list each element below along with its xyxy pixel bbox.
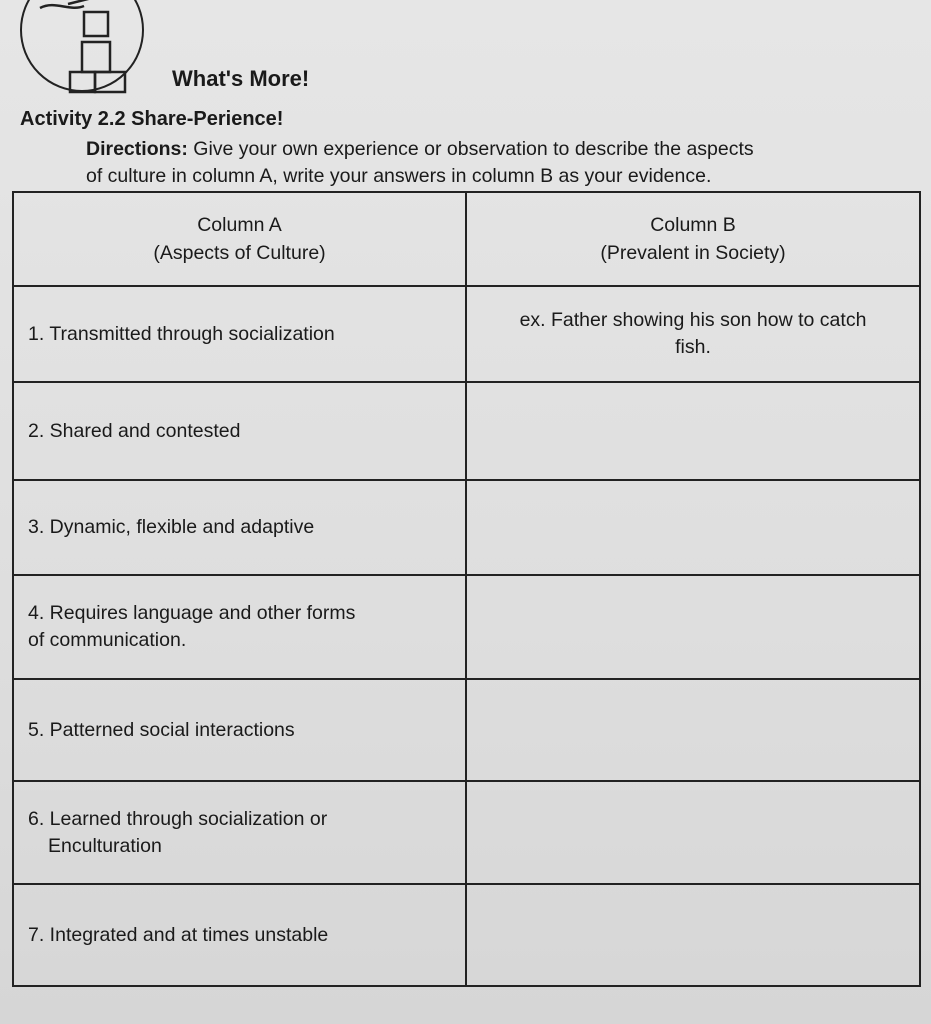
aspect-cell: 6. Learned through socialization or Enculturation (13, 781, 466, 884)
aspect-cell: 4. Requires language and other forms of communication. (13, 575, 466, 679)
directions-line-1: Give your own experience or observation to describe the aspects (193, 138, 754, 160)
directions-text (86, 136, 886, 190)
table-row (13, 884, 920, 986)
directions-label: Directions: (86, 138, 188, 160)
aspect-cell: 5. Patterned social interactions (13, 679, 466, 781)
activity-title: Activity 2.2 Share-Perience! (20, 108, 284, 130)
column-a-header: Column A (Aspects of Culture) (13, 192, 466, 286)
page-title: What's More! (172, 66, 310, 91)
aspect-cell: 1. Transmitted through socialization (13, 286, 466, 382)
evidence-cell[interactable]: ex. Father showing his son how to catch fish. (466, 286, 920, 382)
table-header-row (13, 192, 920, 286)
table-row (13, 781, 920, 884)
table-row (13, 286, 920, 382)
aspect-cell: 7. Integrated and at times unstable (13, 884, 466, 986)
table-row (13, 382, 920, 480)
table-row (13, 679, 920, 781)
evidence-cell[interactable] (466, 575, 920, 679)
aspect-cell: 2. Shared and contested (13, 382, 466, 480)
aspect-cell: 3. Dynamic, flexible and adaptive (13, 480, 466, 575)
evidence-cell[interactable] (466, 781, 920, 884)
evidence-cell[interactable] (466, 884, 920, 986)
answer-table (12, 191, 921, 987)
blocks-logo-icon (20, 0, 144, 94)
table-row (13, 480, 920, 575)
evidence-cell[interactable] (466, 382, 920, 480)
column-b-header: Column B (Prevalent in Society) (466, 192, 920, 286)
evidence-cell[interactable] (466, 679, 920, 781)
evidence-cell[interactable] (466, 480, 920, 575)
table-row (13, 575, 920, 679)
directions-line-2: of culture in column A, write your answers in column B as your evidence. (86, 165, 712, 187)
